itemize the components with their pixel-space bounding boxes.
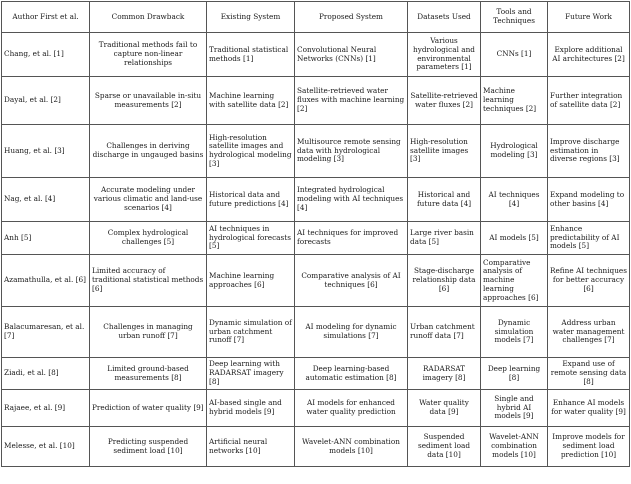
cell-datasets-used: High-resolution satellite images [3] bbox=[408, 125, 481, 178]
cell-proposed-system: Comparative analysis of AI techniques [6] bbox=[295, 255, 408, 307]
cell-tools-techniques: Comparative analysis of machine learning approaches [6] bbox=[481, 255, 548, 307]
cell-common-drawback: Accurate modeling under various climatic and land-use scenarios [4] bbox=[90, 178, 207, 222]
cell-author: Ziadi, et al. [8] bbox=[2, 358, 90, 390]
cell-common-drawback: Challenges in managing urban runoff [7] bbox=[90, 307, 207, 358]
cell-datasets-used: Water quality data [9] bbox=[408, 390, 481, 427]
cell-proposed-system: Wavelet-ANN combination models [10] bbox=[295, 427, 408, 467]
table-row bbox=[2, 33, 630, 77]
literature-table-wrapper bbox=[1, 1, 630, 467]
cell-future-work: Explore additional AI architectures [2] bbox=[548, 33, 630, 77]
header-tools-techniques: Tools and Techniques bbox=[481, 2, 548, 33]
cell-tools-techniques: Deep learning [8] bbox=[481, 358, 548, 390]
cell-future-work: Further integration of satellite data [2] bbox=[548, 77, 630, 125]
table-row bbox=[2, 178, 630, 222]
cell-common-drawback: Limited ground-based measurements [8] bbox=[90, 358, 207, 390]
cell-tools-techniques: AI techniques [4] bbox=[481, 178, 548, 222]
cell-existing-system: Historical data and future predictions [4] bbox=[207, 178, 295, 222]
cell-proposed-system: AI modeling for dynamic simulations [7] bbox=[295, 307, 408, 358]
cell-proposed-system: Deep learning-based automatic estimation [8] bbox=[295, 358, 408, 390]
cell-datasets-used: RADARSAT imagery [8] bbox=[408, 358, 481, 390]
cell-common-drawback: Sparse or unavailable in-situ measurements [2] bbox=[90, 77, 207, 125]
cell-datasets-used: Various hydrological and environmental parameters [1] bbox=[408, 33, 481, 77]
cell-common-drawback: Limited accuracy of traditional statistical methods [6] bbox=[90, 255, 207, 307]
cell-common-drawback: Prediction of water quality [9] bbox=[90, 390, 207, 427]
cell-existing-system: AI-based single and hybrid models [9] bbox=[207, 390, 295, 427]
cell-future-work: Refine AI techniques for better accuracy [6] bbox=[548, 255, 630, 307]
cell-common-drawback: Traditional methods fail to capture non-linear relationships bbox=[90, 33, 207, 77]
table-row bbox=[2, 125, 630, 178]
cell-tools-techniques: Single and hybrid AI models [9] bbox=[481, 390, 548, 427]
header-future-work: Future Work bbox=[548, 2, 630, 33]
cell-existing-system: Dynamic simulation of urban catchment runoff [7] bbox=[207, 307, 295, 358]
cell-datasets-used: Historical and future data [4] bbox=[408, 178, 481, 222]
table-row bbox=[2, 77, 630, 125]
header-proposed-system: Proposed System bbox=[295, 2, 408, 33]
cell-tools-techniques: CNNs [1] bbox=[481, 33, 548, 77]
cell-future-work: Enhance predictability of AI models [5] bbox=[548, 222, 630, 255]
cell-future-work: Improve discharge estimation in diverse regions [3] bbox=[548, 125, 630, 178]
cell-proposed-system: AI models for enhanced water quality prediction bbox=[295, 390, 408, 427]
cell-author: Melesse, et al. [10] bbox=[2, 427, 90, 467]
cell-tools-techniques: Machine learning techniques [2] bbox=[481, 77, 548, 125]
cell-existing-system: Machine learning with satellite data [2] bbox=[207, 77, 295, 125]
header-datasets-used: Datasets Used bbox=[408, 2, 481, 33]
cell-author: Dayal, et al. [2] bbox=[2, 77, 90, 125]
table-row bbox=[2, 358, 630, 390]
cell-tools-techniques: AI models [5] bbox=[481, 222, 548, 255]
cell-datasets-used: Suspended sediment load data [10] bbox=[408, 427, 481, 467]
cell-author: Balacumaresan, et al. [7] bbox=[2, 307, 90, 358]
table-header-row bbox=[2, 2, 630, 33]
table-row bbox=[2, 427, 630, 467]
table-row bbox=[2, 255, 630, 307]
cell-tools-techniques: Hydrological modeling [3] bbox=[481, 125, 548, 178]
header-author: Author First et al. bbox=[2, 2, 90, 33]
cell-author: Anh [5] bbox=[2, 222, 90, 255]
cell-proposed-system: Multisource remote sensing data with hydrological modeling [3] bbox=[295, 125, 408, 178]
cell-future-work: Expand modeling to other basins [4] bbox=[548, 178, 630, 222]
header-common-drawback: Common Drawback bbox=[90, 2, 207, 33]
cell-datasets-used: Large river basin data [5] bbox=[408, 222, 481, 255]
cell-existing-system: AI techniques in hydrological forecasts [5] bbox=[207, 222, 295, 255]
cell-proposed-system: Integrated hydrological modeling with AI techniques [4] bbox=[295, 178, 408, 222]
cell-common-drawback: Challenges in deriving discharge in ungauged basins bbox=[90, 125, 207, 178]
cell-proposed-system: Satellite-retrieved water fluxes with machine learning [2] bbox=[295, 77, 408, 125]
cell-proposed-system: Convolutional Neural Networks (CNNs) [1] bbox=[295, 33, 408, 77]
cell-existing-system: High-resolution satellite images and hydrological modeling [3] bbox=[207, 125, 295, 178]
table-row bbox=[2, 307, 630, 358]
cell-existing-system: Deep learning with RADARSAT imagery [8] bbox=[207, 358, 295, 390]
cell-proposed-system: AI techniques for improved forecasts bbox=[295, 222, 408, 255]
header-existing-system: Existing System bbox=[207, 2, 295, 33]
literature-comparison-table bbox=[1, 1, 630, 467]
cell-future-work: Address urban water management challenges [7] bbox=[548, 307, 630, 358]
cell-datasets-used: Urban catchment runoff data [7] bbox=[408, 307, 481, 358]
cell-common-drawback: Complex hydrological challenges [5] bbox=[90, 222, 207, 255]
cell-author: Nag, et al. [4] bbox=[2, 178, 90, 222]
cell-future-work: Enhance AI models for water quality [9] bbox=[548, 390, 630, 427]
cell-common-drawback: Predicting suspended sediment load [10] bbox=[90, 427, 207, 467]
table-row bbox=[2, 222, 630, 255]
cell-existing-system: Machine learning approaches [6] bbox=[207, 255, 295, 307]
cell-author: Rajaee, et al. [9] bbox=[2, 390, 90, 427]
table-row bbox=[2, 390, 630, 427]
cell-tools-techniques: Wavelet-ANN combination models [10] bbox=[481, 427, 548, 467]
cell-author: Chang, et al. [1] bbox=[2, 33, 90, 77]
cell-future-work: Improve models for sediment load prediction [10] bbox=[548, 427, 630, 467]
cell-datasets-used: Stage-discharge relationship data [6] bbox=[408, 255, 481, 307]
cell-tools-techniques: Dynamic simulation models [7] bbox=[481, 307, 548, 358]
cell-datasets-used: Satellite-retrieved water fluxes [2] bbox=[408, 77, 481, 125]
cell-author: Azamathulla, et al. [6] bbox=[2, 255, 90, 307]
cell-future-work: Expand use of remote sensing data [8] bbox=[548, 358, 630, 390]
cell-existing-system: Traditional statistical methods [1] bbox=[207, 33, 295, 77]
cell-existing-system: Artificial neural networks [10] bbox=[207, 427, 295, 467]
cell-author: Huang, et al. [3] bbox=[2, 125, 90, 178]
